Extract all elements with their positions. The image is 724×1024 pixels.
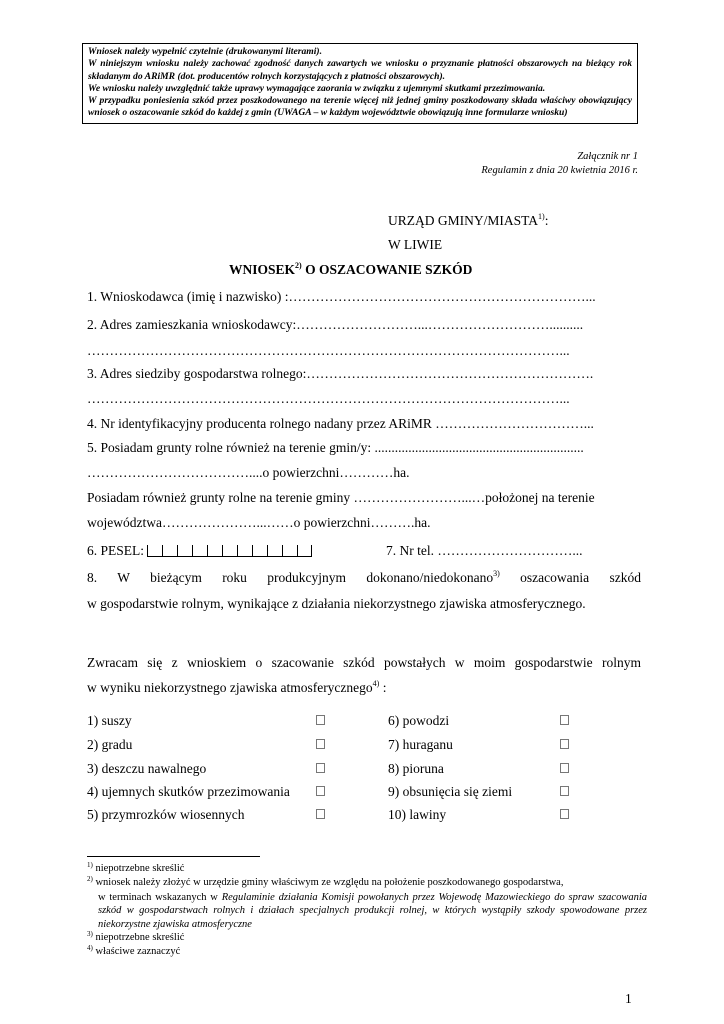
pesel-digit-box[interactable]: [282, 545, 297, 557]
assessment-question: [87, 570, 641, 586]
checkbox-lightning[interactable]: [560, 763, 569, 773]
pesel-digit-box[interactable]: [147, 545, 162, 557]
footnote-number: 1): [87, 861, 93, 869]
field-area[interactable]: ………………………………....o powierzchni…………ha.: [87, 465, 410, 480]
footnote-number: 2): [87, 875, 93, 883]
field-other-communes[interactable]: 5. Posiadam grunty rolne również na terenie gmin/y: ..............................................................: [87, 440, 584, 455]
phenomenon-label: 7) huraganu: [388, 737, 453, 752]
phenomenon-label: 5) przymrozków wiosennych: [87, 807, 245, 822]
pesel-digit-box[interactable]: [207, 545, 222, 557]
checkbox-flood[interactable]: [560, 715, 569, 725]
pesel-digit-box[interactable]: [192, 545, 207, 557]
checkbox-landslide[interactable]: [560, 786, 569, 796]
footnote-text: niepotrzebne skreślić: [92, 932, 185, 943]
phenomenon-label: 3) deszczu nawalnego: [87, 761, 207, 776]
page-number: 1: [625, 991, 632, 1006]
field-phone[interactable]: 7. Nr tel. …………………………...: [386, 543, 583, 558]
footnote-number: 4): [87, 944, 93, 952]
request-text: w wyniku niekorzystnego zjawiska atmosferycznego: [87, 680, 373, 695]
pesel-digit-box[interactable]: [297, 545, 312, 557]
field-producer-id[interactable]: 4. Nr identyfikacyjny producenta rolnego nadany przez ARiMR ……………………………...: [87, 416, 594, 431]
field-applicant[interactable]: 1. Wnioskodawca (imię i nazwisko) :…………………………………………………………...: [87, 289, 596, 304]
assessment-text: 8. W bieżącym roku produkcyjnym dokonano/niedokonano: [87, 570, 494, 585]
phenomenon-label: 1) suszy: [87, 713, 132, 728]
checkbox-drought[interactable]: [316, 715, 325, 725]
footnote-text: właściwe zaznaczyć: [92, 946, 181, 957]
footnote-1: [87, 862, 647, 877]
form-title: [229, 262, 472, 278]
instruction-line: W niniejszym wniosku należy zachować zgodność danych zawartych we wniosku o przyznanie płatności obszarowych na bieżący rok składanym do ARiMR (dot. producentów rolnych korzystających z płatności obszarowych).: [88, 58, 632, 82]
field-address[interactable]: 2. Adres zamieszkania wnioskodawcy:………………………...………………………..........: [87, 317, 584, 332]
office-heading: [388, 213, 548, 229]
title-text: O OSZACOWANIE SZKÓD: [301, 262, 473, 277]
instruction-line: We wniosku należy uwzględnić także uprawy wymagające zaorania w związku z ujemnymi skutkami przezimowania.: [88, 82, 546, 94]
pesel-digit-box[interactable]: [162, 545, 177, 557]
checkbox-downpour[interactable]: [316, 763, 325, 773]
assessment-question-cont: w gospodarstwie rolnym, wynikające z działania niekorzystnego zjawiska atmosferycznego.: [87, 596, 586, 611]
footnote-ref: 4): [372, 680, 380, 688]
checkbox-avalanche[interactable]: [560, 809, 569, 819]
footnote-ref: 1): [538, 212, 545, 221]
attachment-note: [481, 150, 638, 178]
pesel-digit-box[interactable]: [222, 545, 237, 557]
instructions-box: [82, 43, 638, 124]
field-voivodeship[interactable]: województwa…………………...……o powierzchni……….ha.: [87, 515, 431, 530]
field-farm-address-cont[interactable]: ……………………………………………………………………………………………...: [87, 391, 570, 406]
footnote-ref: 3): [493, 570, 500, 578]
pesel-digit-box[interactable]: [237, 545, 252, 557]
instruction-line: W przypadku poniesienia szkód przez poszkodowanego na terenie więcej niż jednej gminy poszkodowany składa właściwy obowiązujący wniosek o oszacowanie szkód do każdej z gmin (UWAGA – w każdym województwie obowiązują inne formularze wniosku): [88, 95, 632, 119]
pesel-row: [87, 543, 312, 559]
pesel-digit-box[interactable]: [252, 545, 267, 557]
phenomenon-label: 9) obsunięcia się ziemi: [388, 784, 513, 799]
footnote-ref: 2): [295, 261, 302, 270]
phenomenon-label: 2) gradu: [87, 737, 133, 752]
footnote-text: wniosek należy złożyć w urzędzie gminy właściwym ze względu na położenie poszkodowanego gospodarstwa,: [92, 877, 564, 888]
office-location: W LIWIE: [388, 237, 443, 252]
phenomenon-label: 4) ujemnych skutków przezimowania: [87, 784, 290, 799]
phenomenon-label: 6) powodzi: [388, 713, 450, 728]
checkbox-spring-frost[interactable]: [316, 809, 325, 819]
office-name: URZĄD GMINY/MIASTA: [388, 213, 539, 228]
field-farm-address[interactable]: 3. Adres siedziby gospodarstwa rolnego:……………………………………………………….: [87, 366, 594, 381]
pesel-label: 6. PESEL:: [87, 543, 145, 558]
footnote-number: 3): [87, 930, 93, 938]
footnote-divider: [87, 856, 260, 857]
footnote-3: [87, 931, 647, 946]
pesel-boxes[interactable]: [147, 545, 312, 557]
checkbox-hurricane[interactable]: [560, 739, 569, 749]
title-text: WNIOSEK: [229, 262, 296, 277]
footnote-2: [87, 876, 647, 931]
field-other-commune[interactable]: Posiadam również grunty rolne na terenie gminy ……………………...…położonej na terenie: [87, 490, 595, 505]
footnote-text: niepotrzebne skreślić: [92, 863, 185, 874]
regulation-title: Regulaminie działania Komisji powołanych przez Wojewodę Mazowieckiego do spraw szacowania szkód w gospodarstwach rolnych i działach specjalnych produkcji rolnej, w których wystąpiły szkody spowodowane przez niekorzystne zjawiska atmosferyczne: [98, 891, 647, 930]
assessment-text: oszacowania szkód: [499, 570, 641, 585]
office-colon: :: [544, 213, 549, 228]
phenomenon-label: 8) pioruna: [388, 761, 444, 776]
phenomenon-label: 10) lawiny: [388, 807, 447, 822]
request-text-cont: [87, 680, 641, 696]
pesel-digit-box[interactable]: [267, 545, 282, 557]
instruction-line: Wniosek należy wypełnić czytelnie (drukowanymi literami).: [88, 46, 322, 57]
checkbox-hail[interactable]: [316, 739, 325, 749]
footnote-text: w terminach wskazanych w: [98, 891, 222, 903]
pesel-digit-box[interactable]: [177, 545, 192, 557]
field-address-cont[interactable]: ……………………………………………………………………………………………...: [87, 343, 570, 358]
attachment-regulation: Regulamin z dnia 20 kwietnia 2016 r.: [481, 165, 638, 176]
footnote-4: [87, 945, 647, 960]
request-text: Zwracam się z wnioskiem o szacowanie szkód powstałych w moim gospodarstwie rolnym: [87, 655, 641, 670]
request-colon: :: [379, 680, 387, 695]
checkbox-winter-damage[interactable]: [316, 786, 325, 796]
attachment-number: Załącznik nr 1: [577, 151, 638, 162]
